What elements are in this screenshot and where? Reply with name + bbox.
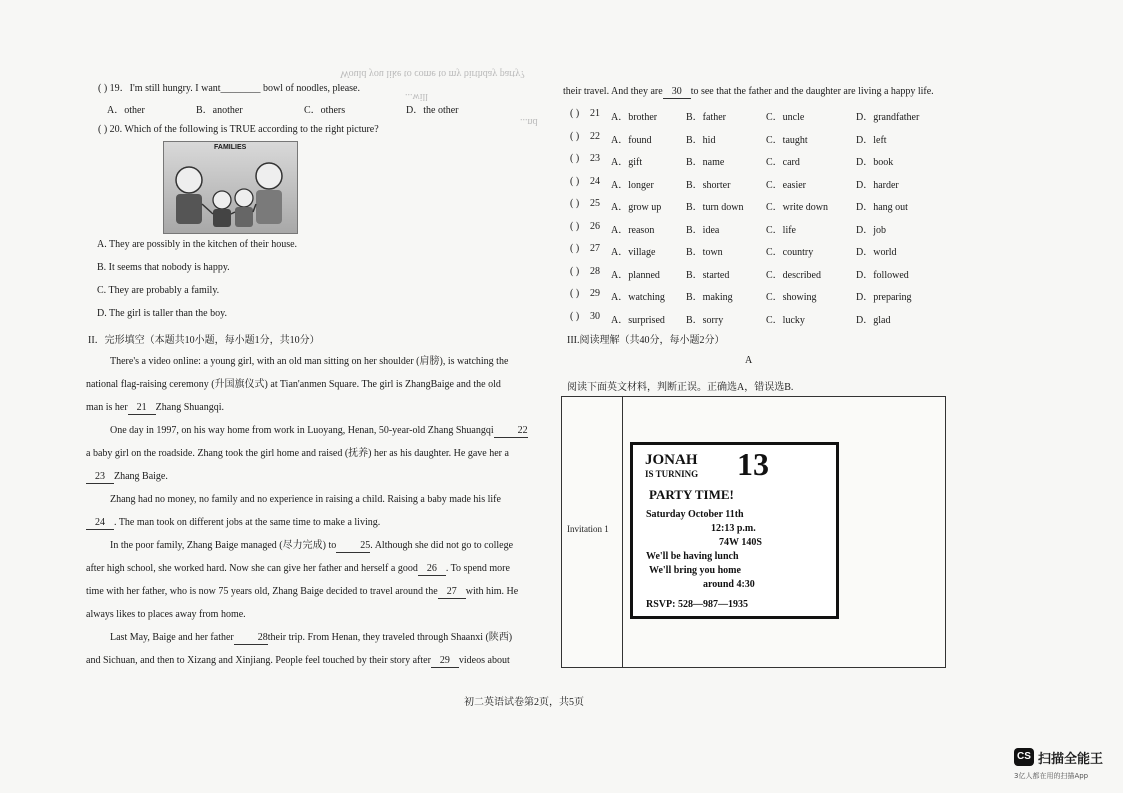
q19-option-a: A．other [107,105,145,116]
cloze-option-row [570,221,950,241]
passage-line [86,396,546,419]
invitation-is-turning: IS TURNING [645,469,699,479]
cloze-blank: 22 [494,425,528,438]
answer-bracket: ( ) [570,175,580,187]
question-number: 22 [590,130,600,142]
option-b: B．name [686,157,725,168]
passage-line [86,442,546,465]
cloze-blank: 21 [128,402,156,415]
answer-bracket: ( ) [570,108,580,119]
passage-line [86,534,546,557]
bleed-through-text: ...nd [520,116,538,127]
passage-text: . The man took on different jobs at the same time to make a living. [114,517,381,528]
answer-bracket: ( ) [570,153,580,164]
passage-line [86,419,546,442]
invitation-name: JONAH [645,452,698,468]
invitation-age: 13 [737,446,769,482]
cloze-option-row [570,108,950,128]
option-c: C．taught [766,134,808,146]
option-b: B．father [686,112,726,123]
option-d: D．followed [856,269,909,281]
question-20: ( ) 20. Which of the following is TRUE according to the right picture? [98,124,379,135]
passage-line [86,626,546,649]
passage-line [86,580,546,603]
option-a: A．village [611,247,656,258]
passage-text: national flag-raising ceremony (升国旗仪式) at Tian'anmen Square. The girl is ZhangBaige and the old [86,379,501,390]
cloze-blank: 27 [438,586,466,599]
question-number: 26 [590,220,600,232]
option-a: A．reason [611,224,655,236]
passage-line [86,488,546,511]
answer-bracket: ( ) [570,265,580,277]
question-number: 28 [590,265,600,277]
passage-text: a baby girl on the roadside. Zhang took the girl home and raised (抚养) her as his daughter. He gave her a [86,448,509,459]
family-picture [163,141,298,234]
option-d: D．left [856,134,887,146]
passage-text: man is her [86,402,128,413]
q19-option-b: B．another [196,105,243,116]
invitation-lunch: We'll be having lunch [646,551,739,562]
family-illustration [164,142,297,233]
invitation-bring-time: around 4:30 [703,579,755,590]
option-b: B．sorry [686,314,724,326]
cloze-blank: 26 [418,563,446,576]
passage-text: One day in 1997, on his way home from work in Luoyang, Henan, 50-year-old Zhang Shuangqi [110,425,494,436]
option-d: D．preparing [856,292,912,303]
page-footer: 初二英语试卷第2页，共5页 [464,697,584,708]
cloze-blank: 24 [86,517,114,530]
option-a: A．gift [611,157,643,168]
option-a: A．surprised [611,314,665,326]
q20-option-c: C. They are probably a family. [97,285,220,296]
passage-line [86,603,546,626]
question-number: 21 [590,108,600,119]
option-d: D．grandfather [856,112,920,123]
passage-text: their trip. From Henan, they traveled through Shaanxi (陕西) [267,632,513,643]
section-2-title: II．完形填空（本题共10小题，每小题1分，共10分） [88,335,320,346]
invitation-party: PARTY TIME! [649,487,734,502]
cloze-option-row [570,266,950,286]
option-b: B．hid [686,134,716,146]
q19-option-c: C．others [304,105,346,116]
q20-option-a: A. They are possibly in the kitchen of their house. [97,239,298,250]
cloze-passage-continuation: their travel. And they are 30 to see that the father and the daughter are living a happy life. [563,86,934,97]
option-b: B．started [686,269,730,281]
question-20-text: 20. Which of the following is TRUE according to the right picture? [109,124,379,135]
bleed-through-text: Would you like to come to my birthday party? [340,68,525,79]
q19-option-d: D．the other [406,105,459,116]
passage-text: with him. He [465,586,519,597]
cloze-blank: 23 [86,471,114,484]
cloze-option-row [570,198,950,218]
option-b: B．turn down [686,202,744,213]
picture-label: FAMILIES [214,144,247,151]
passage-line [86,373,546,396]
option-a: A．longer [611,179,654,191]
passage-text: Last May, Baige and her father [110,632,234,643]
question-number: 27 [590,243,600,254]
question-number: 30 [590,310,600,322]
invitation-date: Saturday October 11th [646,509,744,520]
option-c: C．write down [766,202,828,213]
passage-line [86,511,546,534]
option-b: B．town [686,247,723,258]
option-a: A．grow up [611,202,662,213]
q20-option-d: D. The girl is taller than the boy. [97,308,227,319]
cloze-option-row [570,131,950,151]
question-number: 24 [590,175,600,187]
camscanner-logo-icon: CS [1014,748,1034,766]
option-c: C．described [766,269,821,281]
cloze-option-row [570,176,950,196]
option-d: D．hang out [856,202,908,213]
option-a: A．found [611,134,652,146]
cloze-blank: 28 [234,632,268,645]
question-number: 29 [590,288,600,299]
cloze-option-row [570,311,950,331]
cloze-blank: 25 [336,540,370,553]
scanner-slogan: 3亿人都在用的扫描App [1014,772,1089,780]
passage-text: videos about [458,655,510,666]
question-number: 25 [590,198,600,209]
passage-text: . Although she did not go to college [370,540,514,551]
option-c: C．uncle [766,112,805,123]
invitation-box [561,396,946,668]
option-c: C．country [766,247,814,258]
option-a: A．planned [611,269,660,281]
option-c: C．card [766,157,800,168]
bleed-through-text: ...will [405,91,429,102]
answer-bracket: ( ) [570,220,580,232]
question-number: 23 [590,153,600,164]
option-d: D．world [856,247,897,258]
option-d: D．harder [856,179,899,191]
invitation-address: 74W 140S [719,537,762,548]
section-3-instruction: 阅读下面英文材料，判断正误。正确选A，错误选B. [567,382,794,393]
option-c: C．showing [766,292,817,303]
invitation-time: 12:13 p.m. [711,523,756,534]
invitation-rsvp: RSVP: 528—987—1935 [646,599,748,610]
answer-bracket: ( ) [570,130,580,142]
answer-bracket: ( ) [570,288,580,299]
cloze-passage [86,350,546,672]
answer-bracket: ( ) [570,198,580,209]
passage-text: In the poor family, Zhang Baige managed (尽力完成) to [110,540,337,551]
passage-line [86,557,546,580]
option-c: C．lucky [766,314,805,326]
passage-text: always likes to places away from home. [86,609,246,620]
passage-text: Zhang Shuangqi. [155,402,224,413]
section-3-title: III.阅读理解（共40分，每小题2分） [567,335,725,346]
passage-text: There's a video online: a young girl, with an old man sitting on her shoulder (肩膀), is watching the [110,356,509,367]
q20-option-b: B. It seems that nobody is happy. [97,262,230,273]
question-19-text: 19．I'm still hungry. I want________ bowl of noodles, please. [109,83,360,94]
option-c: C．life [766,224,796,236]
passage-text: and Sichuan, and then to Xizang and Xinjiang. People feel touched by their story after [86,655,431,666]
cloze-blank: 30 [663,86,691,99]
cloze-option-row [570,153,950,173]
option-c: C．easier [766,179,806,191]
option-b: B．idea [686,224,720,236]
passage-text: Zhang Baige. [114,471,168,482]
option-a: A．watching [611,292,665,303]
part-letter: A [745,355,753,366]
passage-line [86,649,546,672]
option-d: D．job [856,224,886,236]
option-b: B．making [686,292,733,303]
answer-bracket: ( ) [570,310,580,322]
option-a: A．brother [611,112,658,123]
option-d: D．book [856,157,894,168]
cloze-option-row [570,288,950,308]
scanner-brand-name: 扫描全能王 [1038,752,1104,767]
invitation-label: Invitation 1 [567,524,609,534]
passage-line [86,465,546,488]
invitation-card [630,442,839,619]
passage-text: Zhang had no money, no family and no experience in raising a child. Raising a baby made his life [110,494,501,505]
passage-line [86,350,546,373]
question-19: ( ) 19．I'm still hungry. I want________ bowl of noodles, please. [98,83,360,94]
divider [622,397,623,667]
cloze-blank: 29 [431,655,459,668]
answer-bracket: ( ) [570,243,580,254]
invitation-bring-home: We'll bring you home [649,565,741,576]
passage-text: time with her father, who is now 75 years old, Zhang Baige decided to travel around the [86,586,438,597]
passage-text: . To spend more [445,563,510,574]
cloze-option-row [570,243,950,263]
option-d: D．glad [856,314,891,326]
option-b: B．shorter [686,179,731,191]
passage-text: after high school, she worked hard. Now she can give her father and herself a good [86,563,418,574]
